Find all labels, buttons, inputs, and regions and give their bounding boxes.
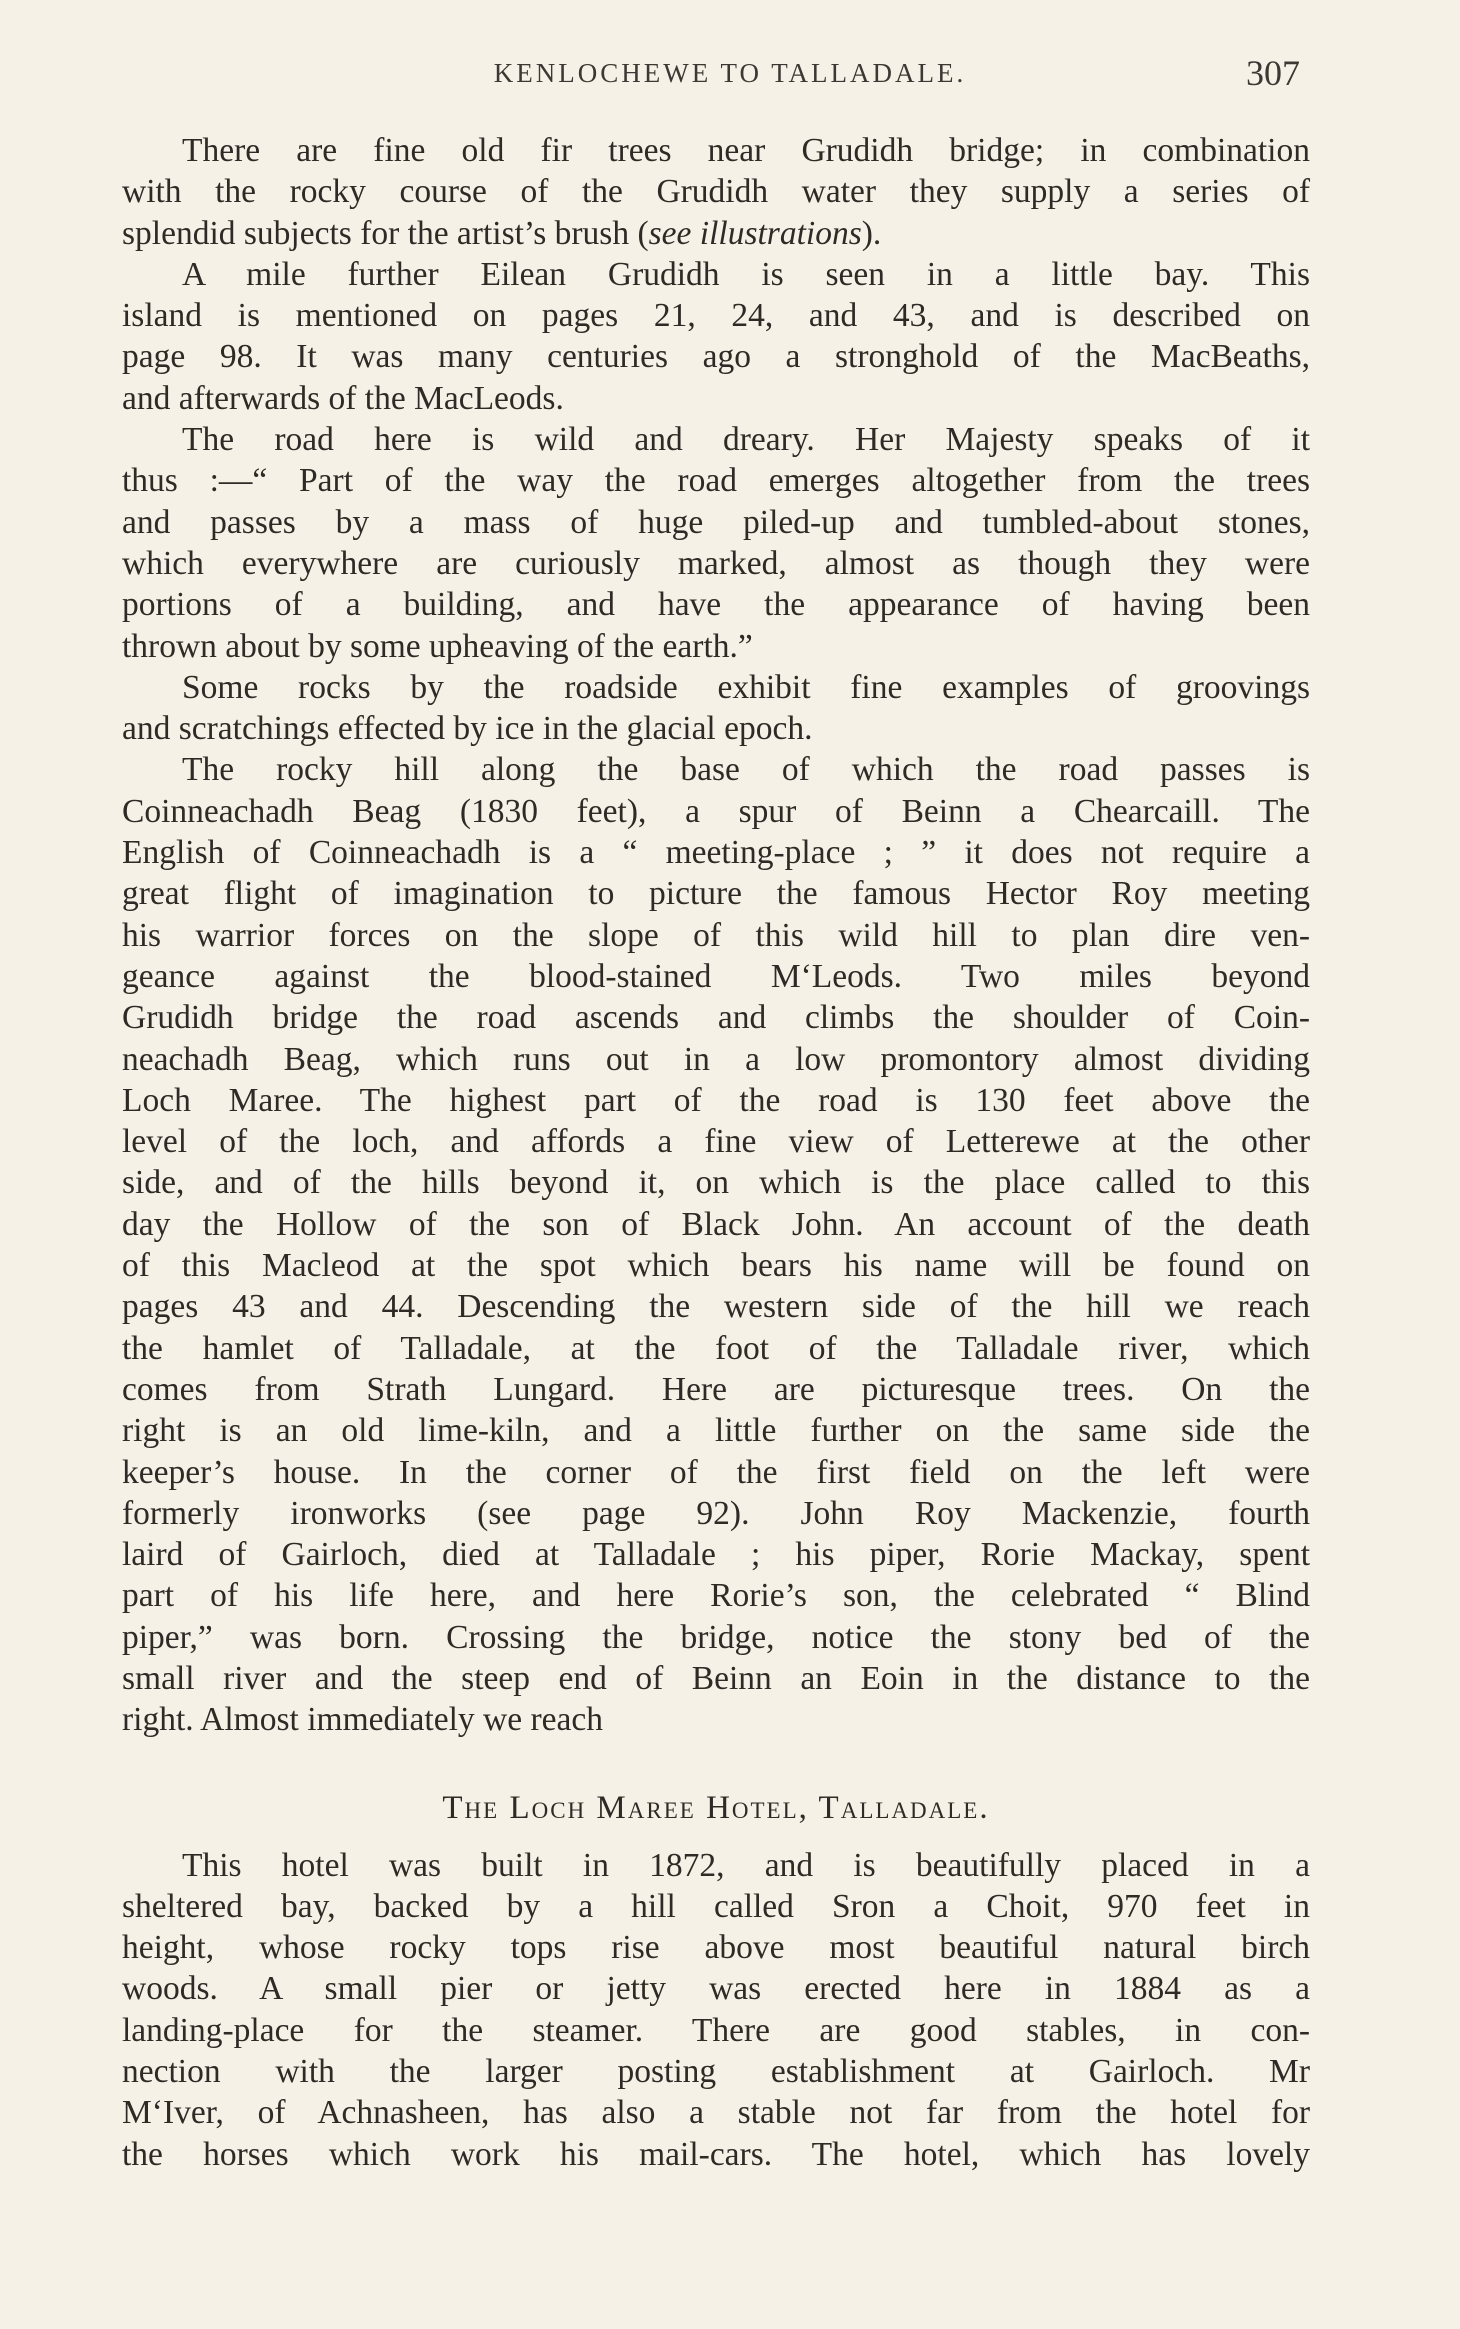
- text-line: Coinneachadh Beag (1830 feet), a spur of Beinn a Chearcaill. The: [122, 792, 1310, 830]
- running-title: KENLOCHEWE TO TALLADALE.: [493, 58, 967, 88]
- text-line: neachadh Beag, which runs out in a low promontory almost dividing: [122, 1040, 1310, 1078]
- text-line: thus :—“ Part of the way the road emerges altogether from the trees: [122, 462, 1310, 500]
- text-line: his warrior forces on the slope of this wild hill to plan dire ven-: [122, 916, 1310, 954]
- text-line: with the rocky course of the Grudidh water they supply a series of: [122, 173, 1310, 211]
- text-line: great flight of imagination to picture the famous Hector Roy meeting: [122, 875, 1310, 913]
- text-line: The rocky hill along the base of which the road passes is: [182, 751, 1310, 789]
- text-line: nection with the larger posting establishment at Gairloch. Mr: [122, 2053, 1310, 2091]
- text-line: M‘Iver, of Achnasheen, has also a stable not far from the hotel for: [122, 2094, 1310, 2132]
- text-line: Some rocks by the roadside exhibit fine examples of groovings: [182, 668, 1310, 706]
- text-line: day the Hollow of the son of Black John. An account of the death: [122, 1205, 1310, 1243]
- text-line: height, whose rocky tops rise above most beautiful natural birch: [122, 1929, 1310, 1967]
- text-line: splendid subjects for the artist’s brush (see illustrations).: [122, 214, 882, 252]
- text-line: of this Macleod at the spot which bears his name will be found on: [122, 1247, 1310, 1285]
- text-line: the horses which work his mail-cars. The hotel, which has lovely: [122, 2135, 1310, 2173]
- body-text: [122, 130, 1310, 2175]
- text-line: pages 43 and 44. Descending the western side of the hill we reach: [122, 1288, 1310, 1326]
- text-line: small river and the steep end of Beinn an Eoin in the distance to the: [122, 1659, 1310, 1697]
- text-line: English of Coinneachadh is a “ meeting-place ; ” it does not require a: [122, 834, 1310, 872]
- text-line: right. Almost immediately we reach: [122, 1701, 603, 1739]
- text-line: Loch Maree. The highest part of the road is 130 feet above the: [122, 1081, 1310, 1119]
- text-line: and passes by a mass of huge piled-up and tumbled-about stones,: [122, 503, 1310, 541]
- text-line: which everywhere are curiously marked, almost as though they were: [122, 544, 1310, 582]
- section-heading: The Loch Maree Hotel, Talladale.: [442, 1789, 990, 1826]
- text-line: and scratchings effected by ice in the glacial epoch.: [122, 710, 813, 748]
- text-line: This hotel was built in 1872, and is beautifully placed in a: [182, 1846, 1310, 1884]
- text-line: comes from Strath Lungard. Here are picturesque trees. On the: [122, 1370, 1310, 1408]
- text-line: There are fine old fir trees near Grudidh bridge; in combination: [182, 132, 1310, 169]
- page-number: 307: [1246, 53, 1300, 93]
- text-line: page 98. It was many centuries ago a stronghold of the MacBeaths,: [122, 338, 1310, 376]
- text-line: portions of a building, and have the appearance of having been: [122, 586, 1310, 624]
- text-line: island is mentioned on pages 21, 24, and 43, and is described on: [122, 297, 1310, 335]
- text-line: side, and of the hills beyond it, on which is the place called to this: [122, 1164, 1310, 1202]
- text-line: right is an old lime-kiln, and a little further on the same side the: [122, 1412, 1310, 1450]
- text-line: laird of Gairloch, died at Talladale ; his piper, Rorie Mackay, spent: [122, 1536, 1310, 1574]
- text-line: level of the loch, and affords a fine view of Letterewe at the other: [122, 1123, 1310, 1161]
- text-line: part of his life here, and here Rorie’s son, the celebrated “ Blind: [122, 1577, 1310, 1615]
- text-line: and afterwards of the MacLeods.: [122, 379, 564, 417]
- section-spacer: [122, 1741, 1310, 1763]
- text-line: The road here is wild and dreary. Her Majesty speaks of it: [182, 421, 1310, 459]
- text-line: formerly ironworks (see page 92). John Roy Mackenzie, fourth: [122, 1494, 1310, 1532]
- text-line: thrown about by some upheaving of the earth.”: [122, 627, 753, 665]
- text-line: landing-place for the steamer. There are good stables, in con-: [122, 2011, 1310, 2049]
- text-line: A mile further Eilean Grudidh is seen in a little bay. This: [182, 255, 1310, 293]
- text-line: sheltered bay, backed by a hill called Sron a Choit, 970 feet in: [122, 1887, 1310, 1925]
- text-line: keeper’s house. In the corner of the first field on the left were: [122, 1453, 1310, 1491]
- text-line: Grudidh bridge the road ascends and climbs the shoulder of Coin-: [122, 999, 1310, 1037]
- text-line: woods. A small pier or jetty was erected here in 1884 as a: [122, 1970, 1310, 2008]
- text-line: geance against the blood-stained M‘Leods. Two miles beyond: [122, 957, 1310, 995]
- text-line: piper,” was born. Crossing the bridge, notice the stony bed of the: [122, 1618, 1310, 1656]
- text-line: the hamlet of Talladale, at the foot of the Talladale river, which: [122, 1329, 1310, 1367]
